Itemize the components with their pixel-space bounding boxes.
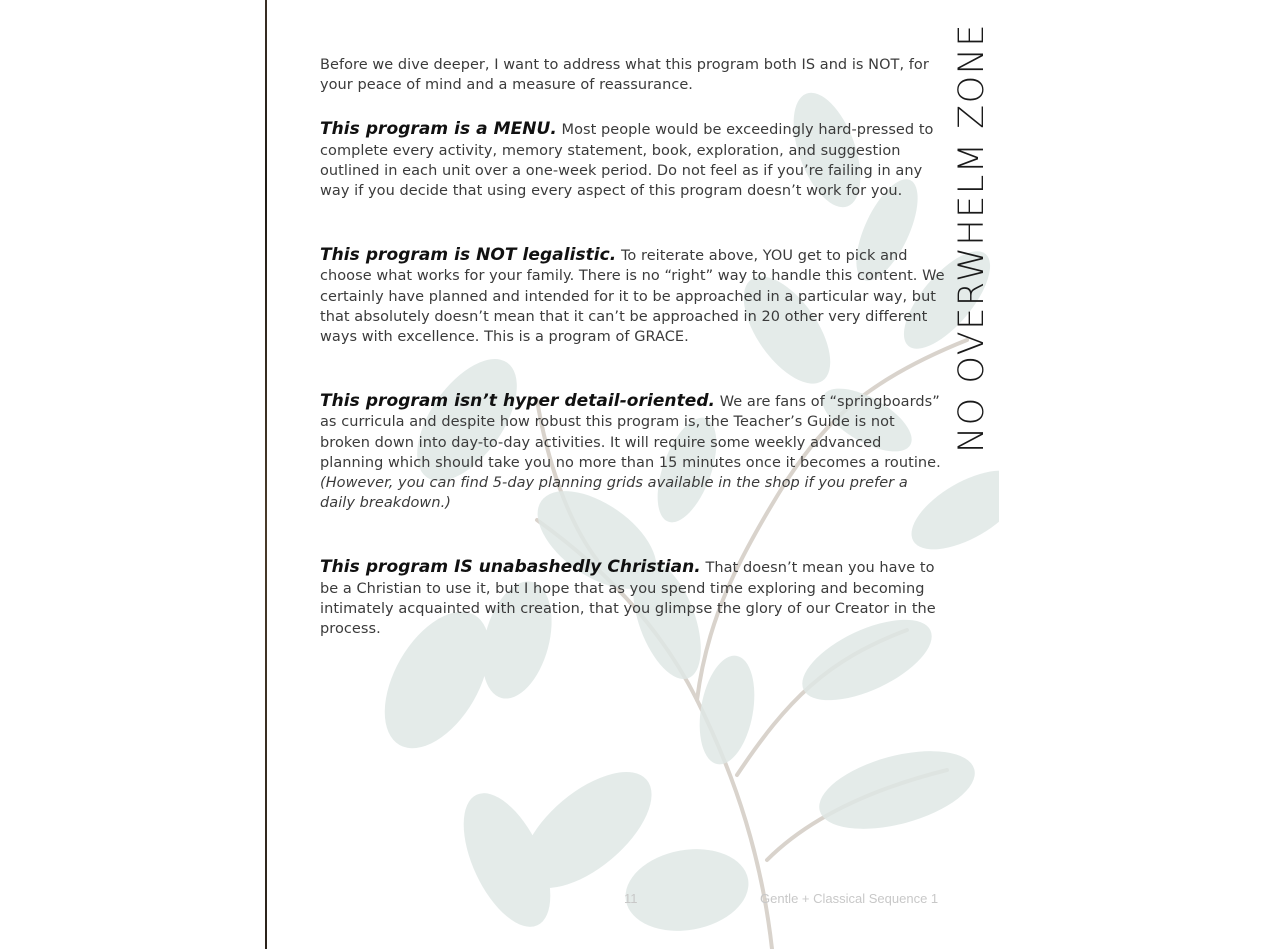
section-body: That doesn’t mean you have to be a Christian to use it, but I hope that as you spend time exploring and becoming intimately acquainted with creation, that you glimpse the glory of our Creator in the process. xyxy=(320,560,936,638)
section-not-legalistic xyxy=(320,245,945,347)
document-page xyxy=(267,0,999,949)
intro-paragraph: Before we dive deeper, I want to address what this program both IS and is NOT, for your peace of mind and a measure of reassurance. xyxy=(320,57,929,94)
section-lead: This program IS unabashedly Christian. xyxy=(320,557,701,578)
footer-series-title: Gentle + Classical Sequence 1 xyxy=(760,891,939,906)
section-lead: This program isn’t hyper detail-oriented. xyxy=(320,391,716,412)
section-detail xyxy=(320,391,945,513)
section-menu xyxy=(320,119,945,201)
section-note: (However, you can find 5-day planning grids available in the shop if you prefer a daily breakdown.) xyxy=(320,475,908,512)
section-body: Most people would be exceedingly hard-pressed to complete every activity, memory statement, book, exploration, and suggestion outlined in each unit over a one-week period. Do not feel as if you’re failing in any way if you decide that using every aspect of this program doesn’t work for you. xyxy=(320,122,934,200)
section-christian xyxy=(320,557,945,639)
section-lead: This program is a MENU. xyxy=(320,119,557,140)
section-lead: This program is NOT legalistic. xyxy=(320,245,617,266)
section-body: To reiterate above, YOU get to pick and choose what works for your family. There is no “right” way to handle this content. We certainly have planned and intended for it to be approached in a particular way, but that absolutely doesn’t mean that it can’t be approached in 20 other very different ways with excellence. This is a program of GRACE. xyxy=(320,248,945,346)
section-body: We are fans of “springboards” as curricula and despite how robust this program is, the Teacher’s Guide is not broken down into day-to-day activities. It will require some weekly advanced planning which should take you no more than 15 minutes once it becomes a routine. xyxy=(320,394,941,471)
page-body xyxy=(320,55,945,639)
side-title: NO OVERWHELM ZONE xyxy=(952,23,992,453)
page-number: 11 xyxy=(624,891,638,906)
